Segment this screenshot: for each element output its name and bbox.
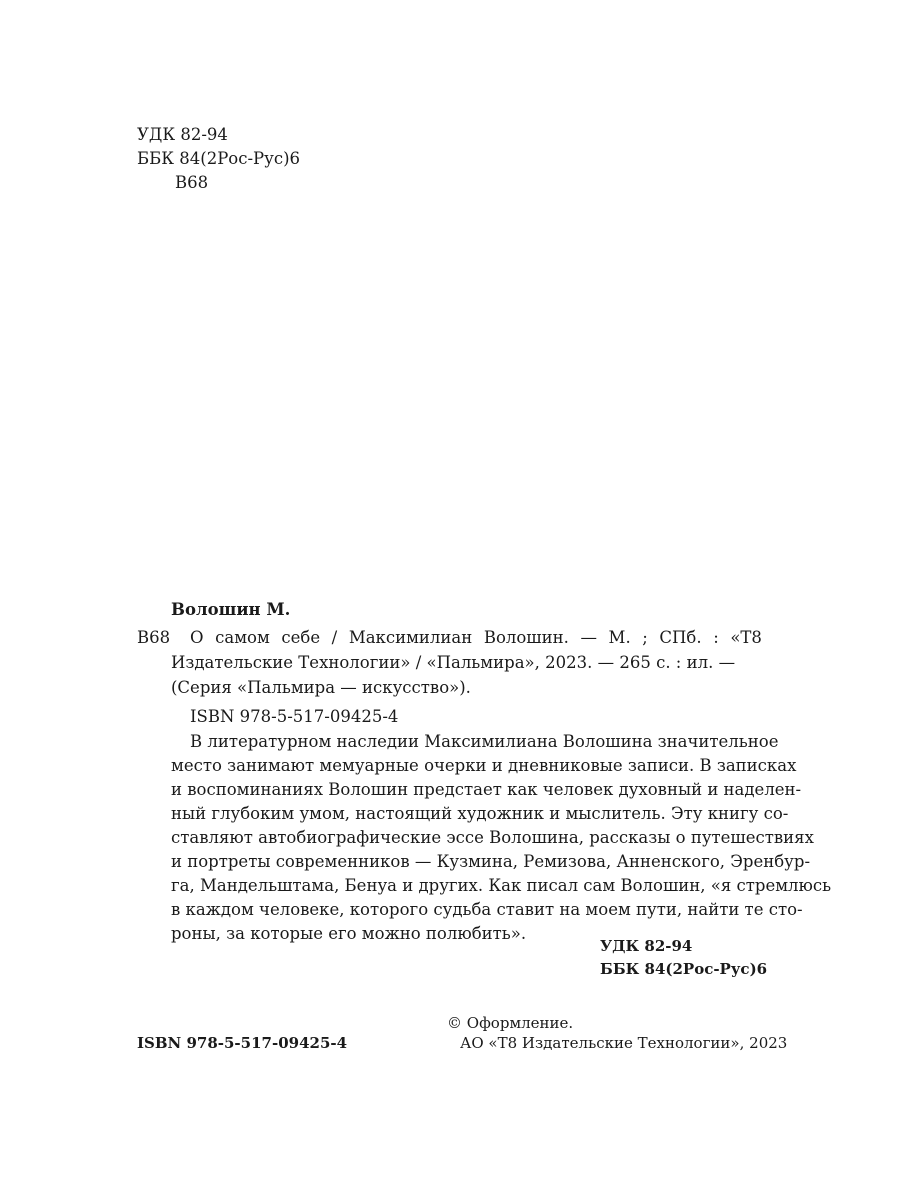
record-word: / <box>331 628 338 647</box>
record-author: Волошин М. <box>171 600 291 619</box>
record-word: СПб. <box>659 628 702 647</box>
classification-udk: УДК 82-94 <box>600 937 693 955</box>
record-word: О <box>190 628 204 647</box>
record-author-code: В68 <box>137 628 171 647</box>
annotation-line: ставляют автобиографические эссе Волошина, рассказы о путешествиях <box>171 828 814 847</box>
annotation-line: место занимают мемуарные очерки и дневниковые записи. В записках <box>171 756 797 775</box>
annotation-line: в каждом человеке, которого судьба ставит на моем пути, найти те сто- <box>171 900 803 919</box>
record-word: ; <box>642 628 648 647</box>
copyright-design: © Оформление. <box>447 1014 574 1032</box>
record-word: самом <box>215 628 270 647</box>
record-word: «Т8 <box>730 628 762 647</box>
record-series: (Серия «Пальмира — искусство»). <box>171 678 471 697</box>
record-word: М. <box>608 628 631 647</box>
top-author-code: В68 <box>175 173 209 192</box>
annotation-line: ный глубоким умом, настоящий художник и мыслитель. Эту книгу со- <box>171 804 789 823</box>
top-bbk: ББК 84(2Рос-Рус)6 <box>137 149 301 168</box>
record-title-line-2: Издательские Технологии» / «Пальмира», 2023. — 265 с. : ил. — <box>171 653 736 672</box>
top-udk: УДК 82-94 <box>137 125 228 144</box>
record-title-line-1 <box>190 626 762 650</box>
copyright-publisher: АО «Т8 Издательские Технологии», 2023 <box>460 1034 788 1052</box>
annotation-line: роны, за которые его можно полюбить». <box>171 924 527 943</box>
record-word: Максимилиан <box>348 628 473 647</box>
annotation-line: и портреты современников — Кузмина, Ремизова, Анненского, Эренбур- <box>171 852 811 871</box>
annotation-line: В литературном наследии Максимилиана Волошина значительное <box>190 732 779 751</box>
record-word: себе <box>281 628 321 647</box>
annotation-line: га, Мандельштама, Бенуа и других. Как писал сам Волошин, «я стремлюсь <box>171 876 832 895</box>
record-word: : <box>713 628 719 647</box>
annotation-line: и воспоминаниях Волошин предстает как человек духовный и наделен- <box>171 780 802 799</box>
classification-bbk: ББК 84(2Рос-Рус)6 <box>600 960 768 978</box>
bottom-isbn: ISBN 978-5-517-09425-4 <box>137 1034 348 1052</box>
record-word: — <box>580 628 597 647</box>
record-word: Волошин. <box>483 628 569 647</box>
record-isbn: ISBN 978-5-517-09425-4 <box>190 707 399 726</box>
